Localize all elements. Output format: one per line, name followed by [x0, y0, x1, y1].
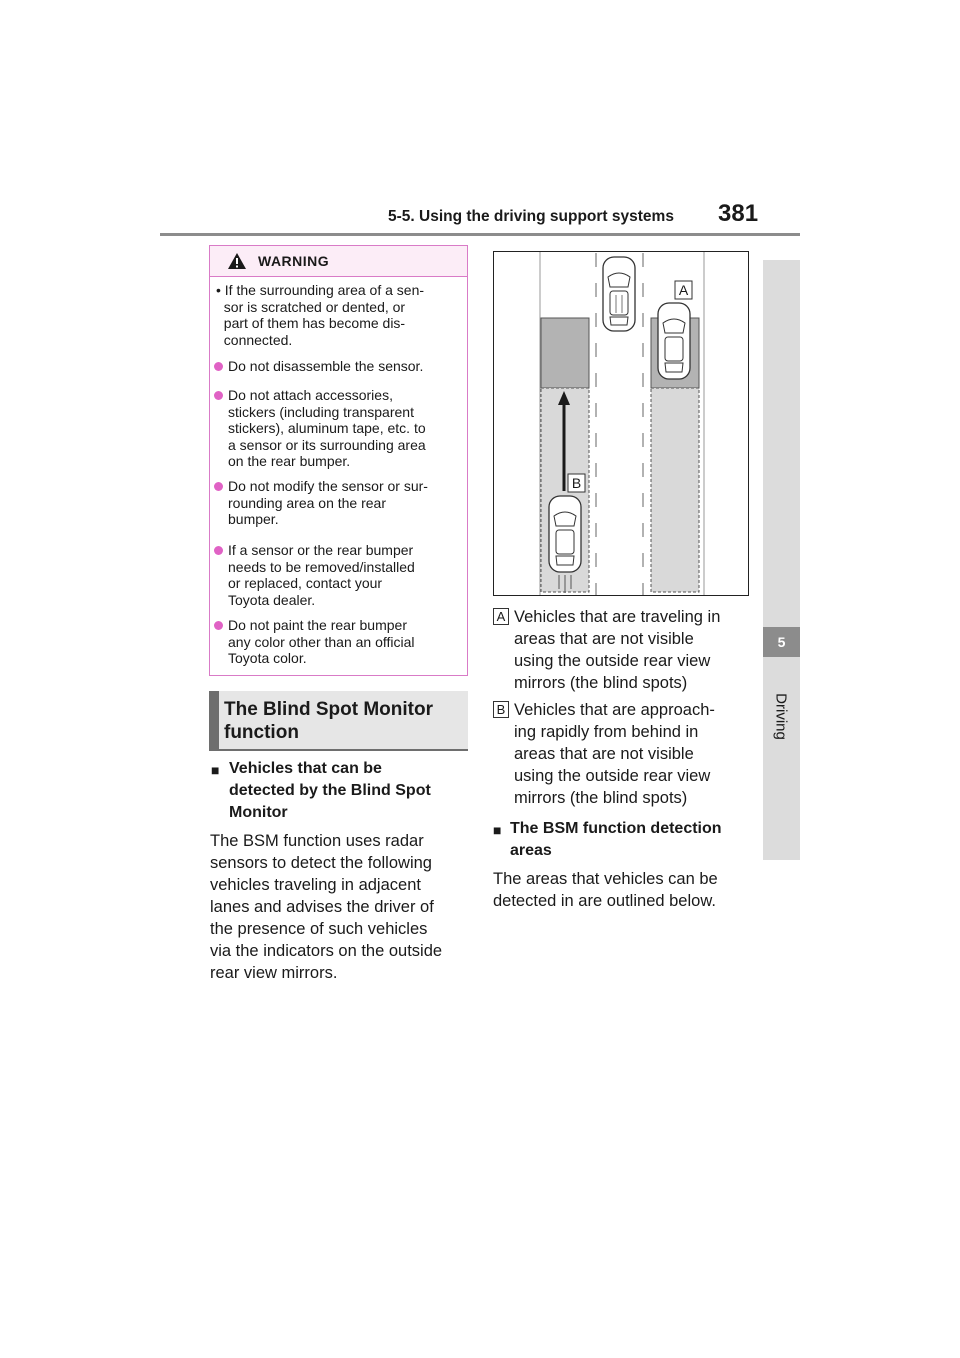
legend-text-b: Vehicles that are approach- ing rapidly from behind in areas that are not visible using the outside rear view mirrors (the blind spots): [514, 701, 715, 807]
warning-item: Do not paint the rear bumper any color other than an official Toyota color.: [228, 617, 415, 666]
section-heading-underline: [209, 749, 468, 751]
subheading-vehicles-detected: Vehicles that can be detected by the Blind Spot Monitor: [229, 760, 431, 821]
diagram-label-b: B: [571, 475, 582, 491]
bullet-icon: [214, 362, 223, 371]
warning-header: [210, 246, 467, 276]
vehicle-a: [658, 303, 690, 379]
legend-label-a: A: [493, 608, 509, 625]
page-number: 381: [718, 200, 759, 227]
detection-areas-description: The areas that vehicles can be detected in are outlined below.: [493, 870, 718, 910]
warning-header-rule: [210, 276, 467, 277]
bullet-icon: [214, 621, 223, 630]
subheading-marker: ■: [211, 762, 220, 778]
approach-zone-right: [651, 388, 699, 592]
section-heading: The Blind Spot Monitor function: [224, 699, 433, 743]
warning-intro: • If the surrounding area of a sen- sor is scratched or dented, or part of them has become dis- connected.: [216, 282, 425, 348]
own-vehicle: [603, 257, 635, 331]
warning-item: Do not modify the sensor or sur- rounding area on the rear bumper.: [228, 478, 428, 527]
bullet-icon: [214, 482, 223, 491]
bullet-icon: [214, 546, 223, 555]
legend-label-b: B: [493, 701, 509, 718]
bsm-description: The BSM function uses radar sensors to detect the following vehicles traveling in adjacent lanes and advises the driver of the presence of such vehicles via the indicators on the outside rear view mirrors.: [210, 832, 443, 982]
vehicle-b: [549, 496, 581, 572]
subheading-detection-areas: The BSM function detection areas: [510, 820, 722, 859]
warning-item: If a sensor or the rear bumper needs to be removed/installed or replaced, contact your Toyota dealer.: [228, 542, 415, 608]
diagram-label-a: A: [678, 282, 689, 298]
warning-item: Do not attach accessories, stickers (including transparent stickers), aluminum tape, etc. to a sensor or its surrounding area on the rear bumper.: [228, 387, 426, 469]
header-rule: [160, 233, 800, 236]
warning-title: WARNING: [258, 253, 330, 269]
section-title: 5-5. Using the driving support systems: [388, 208, 674, 225]
warning-item: Do not disassemble the sensor.: [228, 358, 424, 374]
chapter-number: 5: [763, 627, 800, 657]
blind-spot-zone-left: [541, 318, 589, 388]
legend-text-a: Vehicles that are traveling in areas that are not visible using the outside rear view mirrors (the blind spots): [514, 608, 721, 692]
warning-triangle-icon: [227, 252, 247, 270]
section-heading-bar: [209, 691, 219, 750]
blind-spot-diagram: [493, 251, 749, 596]
bullet-icon: [214, 391, 223, 400]
chapter-tab: [763, 260, 800, 860]
chapter-name: Driving: [772, 693, 790, 740]
subheading-marker: ■: [493, 822, 502, 838]
